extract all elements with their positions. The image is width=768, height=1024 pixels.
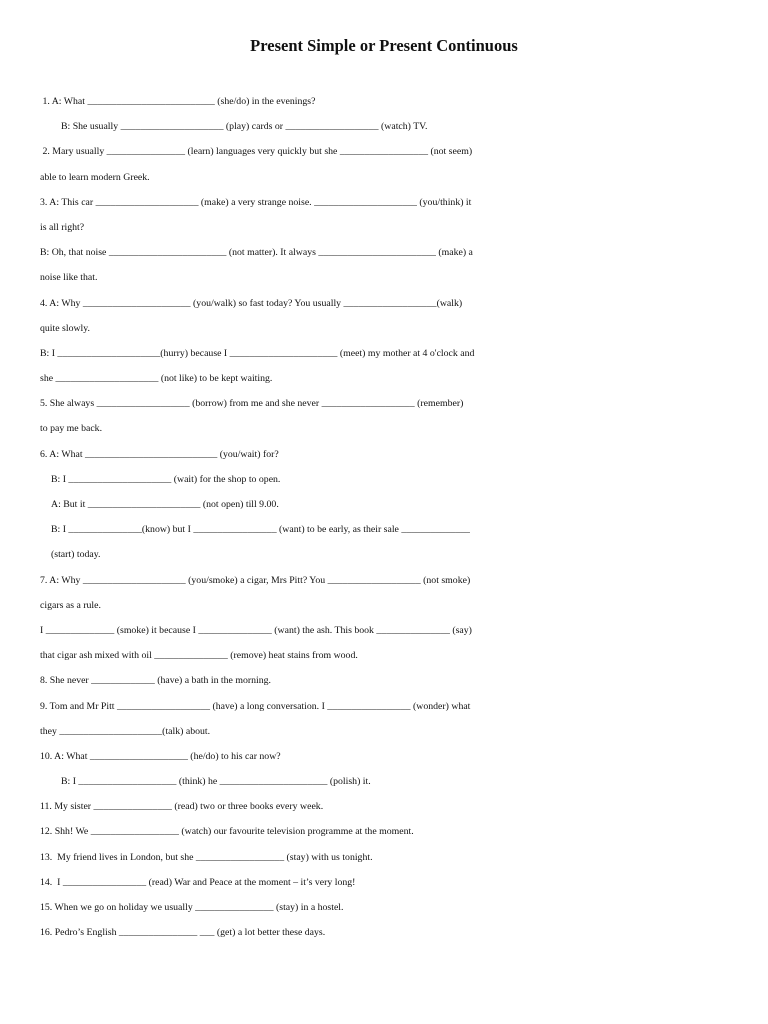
exercise-line: 13. My friend lives in London, but she __________________ (stay) with us tonight. <box>40 851 373 863</box>
exercise-line: 12. Shh! We __________________ (watch) our favourite television programme at the moment. <box>40 826 414 838</box>
exercise-line: B: Oh, that noise ________________________ (not matter). It always ________________________ (make) a <box>40 247 473 259</box>
exercise-line: A: But it _______________________ (not open) till 9.00. <box>51 499 279 510</box>
exercise-list <box>0 89 768 945</box>
exercise-line: able to learn modern Greek. <box>40 171 150 183</box>
exercise-line: that cigar ash mixed with oil _______________ (remove) heat stains from wood. <box>40 650 358 662</box>
exercise-line: B: She usually _____________________ (play) cards or ___________________ (watch) TV. <box>61 121 428 133</box>
exercise-line: B: I _____________________ (wait) for the shop to open. <box>51 473 281 485</box>
exercise-line: 14. I _________________ (read) War and Peace at the moment – it’s very long! <box>40 876 356 888</box>
exercise-line: she _____________________ (not like) to be kept waiting. <box>40 373 273 385</box>
exercise-line: is all right? <box>40 221 85 233</box>
exercise-line: cigars as a rule. <box>40 599 101 611</box>
exercise-line: quite slowly. <box>40 322 90 334</box>
exercise-line: 5. She always ___________________ (borrow) from me and she never ___________________ (remember) <box>40 398 464 410</box>
exercise-line: 16. Pedro’s English ________________ ___ (get) a lot better these days. <box>40 927 326 939</box>
exercise-line: 9. Tom and Mr Pitt ___________________ (have) a long conversation. I _________________ (wonder) what <box>40 700 471 712</box>
exercise-line: 3. A: This car _____________________ (make) a very strange noise. _____________________ (you/think) it <box>40 196 472 208</box>
page-title: Present Simple or Present Continuous <box>250 36 518 55</box>
exercise-line: (start) today. <box>51 549 101 561</box>
exercise-line: 8. She never _____________ (have) a bath in the morning. <box>40 675 271 687</box>
exercise-line: 10. A: What ____________________ (he/do) to his car now? <box>40 750 281 762</box>
exercise-line: noise like that. <box>40 272 98 284</box>
exercise-line: they _____________________(talk) about. <box>40 725 211 737</box>
exercise-line: B: I _______________(know) but I _________________ (want) to be early, as their sale ______________ <box>51 524 470 536</box>
exercise-line: 11. My sister ________________ (read) two or three books every week. <box>40 801 324 813</box>
exercise-line: I ______________ (smoke) it because I _______________ (want) the ash. This book _______________ (say) <box>40 624 472 636</box>
exercise-line: 7. A: Why _____________________ (you/smoke) a cigar, Mrs Pitt? You ___________________ (not smoke) <box>40 574 471 586</box>
exercise-line: 6. A: What ___________________________ (you/wait) for? <box>40 448 279 460</box>
exercise-line: 2. Mary usually ________________ (learn) languages very quickly but she __________________ (not seem) <box>40 146 473 158</box>
exercise-line: 4. A: Why ______________________ (you/walk) so fast today? You usually ___________________(walk) <box>40 297 463 309</box>
exercise-line: B: I ____________________ (think) he ______________________ (polish) it. <box>61 776 371 788</box>
exercise-line: 15. When we go on holiday we usually ________________ (stay) in a hostel. <box>40 902 344 913</box>
exercise-line: 1. A: What __________________________ (she/do) in the evenings? <box>40 96 316 107</box>
exercise-line: B: I _____________________(hurry) because I ______________________ (meet) my mother at 4 o'clock and <box>40 347 475 359</box>
exercise-line: to pay me back. <box>40 423 103 435</box>
